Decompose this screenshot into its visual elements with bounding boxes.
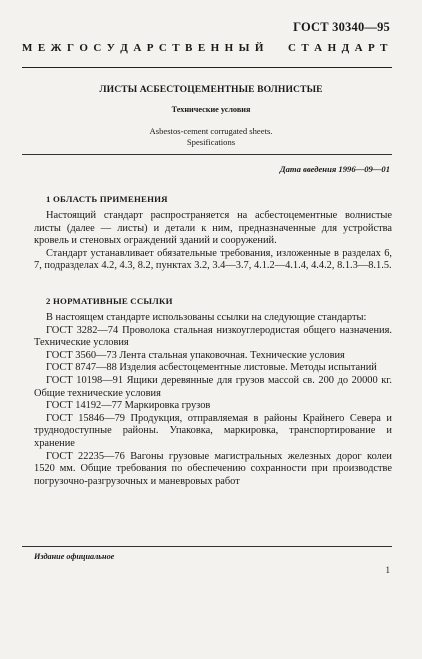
english-title — [0, 126, 422, 148]
standard-type-letter: Й — [254, 42, 268, 54]
reference-item: ГОСТ 15846—79 Продукция, отправляемая в районы Крайнего Севера и труднодоступные районы. Упаковка, маркировка, транспортирование и хранение — [34, 412, 392, 449]
standard-type-letter: А — [354, 42, 367, 54]
section-heading-references: 2 НОРМАТИВНЫЕ ССЫЛКИ — [46, 296, 173, 306]
edition-label: Издание официальное — [34, 552, 115, 561]
standard-type-letter: Т — [172, 42, 184, 54]
introduction-date: Дата введения 1996—09—01 — [279, 164, 390, 174]
reference-item: ГОСТ 3282—74 Проволока стальная низкоуглеродистая общего назначения. Технические условия — [34, 324, 392, 349]
standard-type-letter: Р — [367, 42, 379, 54]
standard-type-letter: А — [314, 42, 327, 54]
reference-item: ГОСТ 14192—77 Маркировка грузов — [46, 400, 211, 412]
paragraph: В настоящем стандарте использованы ссылки на следующие стандарты: — [46, 312, 367, 323]
standard-type-heading — [22, 42, 392, 54]
standard-type-letter: М — [22, 42, 37, 54]
section-heading-scope: 1 ОБЛАСТЬ ПРИМЕНЕНИЯ — [46, 194, 168, 204]
standard-type-letter: О — [79, 42, 93, 54]
standard-type-letter: С — [158, 42, 172, 54]
section-body-scope — [34, 210, 392, 273]
reference-item: ГОСТ 22235—76 Вагоны грузовые магистральных железных дорог колеи 1520 мм. Общие требования по обеспечению сохранности при производстве погрузочно-разгрузочных и маневровых работ — [34, 450, 392, 487]
standard-type-letter: Д — [341, 42, 354, 54]
title-divider — [22, 154, 392, 155]
standard-type-letter: С — [93, 42, 106, 54]
section-body-references — [34, 312, 392, 488]
standard-type-letter: У — [106, 42, 120, 54]
standard-type-letter: Т — [380, 42, 392, 54]
standard-type-letter: А — [133, 42, 146, 54]
standard-type-letter: Е — [197, 42, 210, 54]
paragraph: Настоящий стандарт распространяется на асбестоцементные волнистые листы (далее — листы) и детали к ним, предназначенные для устройства кровель и стеновых ограждений зданий и сооружений. — [34, 210, 392, 247]
standard-type-letter: В — [185, 42, 197, 54]
english-title-line: Asbestos-cement corrugated sheets. — [149, 126, 273, 136]
reference-item: ГОСТ 10198—91 Ящики деревянные для грузов массой св. 200 до 20000 кг. Общие технические условия — [34, 374, 392, 399]
standard-type-letter: Н — [327, 42, 341, 54]
page-number: 1 — [385, 565, 390, 575]
standard-type-letter: Ы — [238, 42, 254, 54]
standard-type-space — [269, 42, 287, 54]
standard-type-letter: С — [288, 42, 301, 54]
reference-item: ГОСТ 8747—88 Изделия асбестоцементные листовые. Методы испытаний — [46, 362, 377, 374]
gost-number: ГОСТ 30340—95 — [293, 20, 390, 34]
standard-type-letter: Ж — [50, 42, 66, 54]
standard-type-letter: Г — [66, 42, 79, 54]
standard-type-letter: Н — [210, 42, 224, 54]
reference-item: ГОСТ 3560—73 Лента стальная упаковочная. Технические условия — [46, 349, 345, 361]
standard-type-letter: Н — [224, 42, 238, 54]
standard-type-letter: Р — [146, 42, 158, 54]
header-divider — [22, 67, 392, 68]
english-title-line: Spesifications — [186, 137, 236, 147]
document-title: ЛИСТЫ АСБЕСТОЦЕМЕНТНЫЕ ВОЛНИСТЫЕ — [99, 84, 323, 95]
standard-type-letter: Д — [120, 42, 133, 54]
footer-divider — [22, 546, 392, 547]
standard-type-letter: Т — [301, 42, 314, 54]
document-subtitle: Технические условия — [171, 105, 251, 114]
standard-type-letter: Е — [37, 42, 50, 54]
paragraph: Стандарт устанавливает обязательные требования, изложенные в разделах 6, 7, подразделах 4.2, 4.3, 8.2, пунктах 3.2, 3.4—3.7, 4.1.2—4.1.4, 4.4.2, 8.1.3—8.1.5. — [34, 247, 392, 272]
